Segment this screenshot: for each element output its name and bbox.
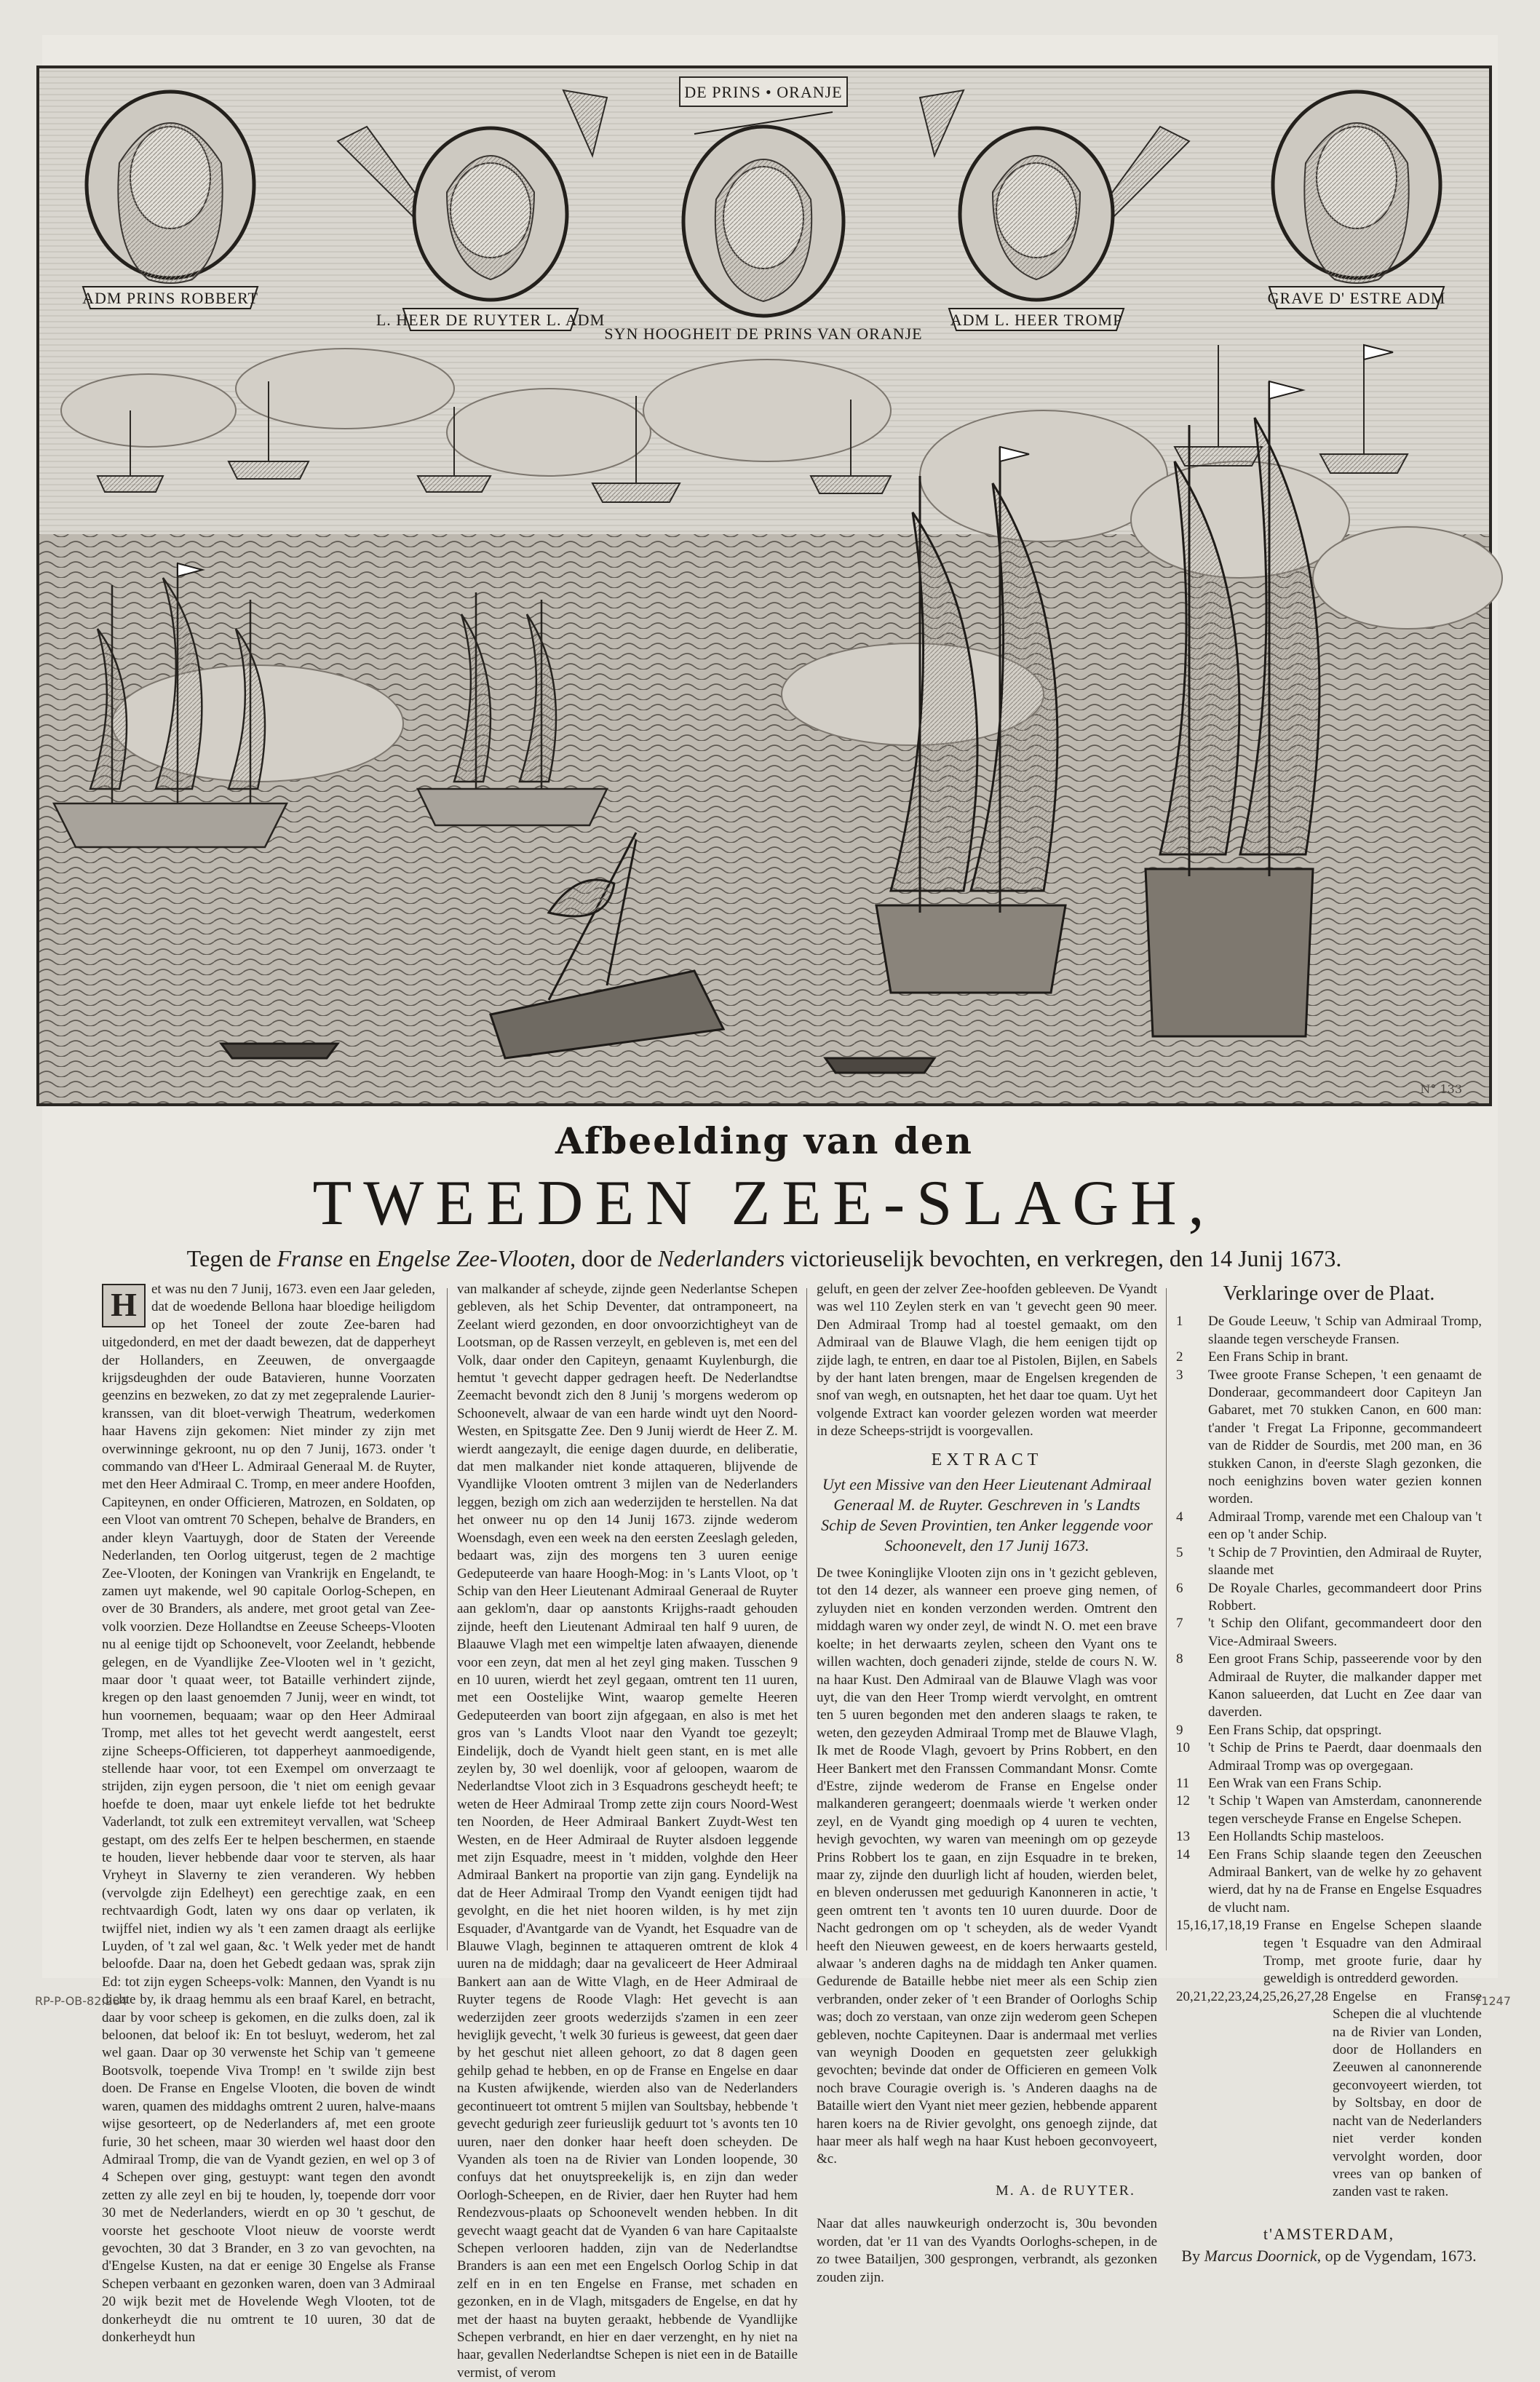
legend-item xyxy=(1176,1722,1482,1739)
subtitle-part: Nederlanders xyxy=(658,1245,785,1271)
legend-item xyxy=(1176,1739,1482,1775)
legend-item xyxy=(1176,1313,1482,1349)
imprint-part: , op de Vygendam, 1673. xyxy=(1317,2246,1477,2265)
legend-item xyxy=(1176,1846,1482,1918)
column-legend xyxy=(1176,1281,1482,2265)
legend-item xyxy=(1176,1988,1482,2202)
column-divider xyxy=(1166,1288,1167,1950)
imprint-printer xyxy=(1176,2245,1482,2267)
legend-item xyxy=(1176,1544,1482,1580)
column-3 xyxy=(817,1281,1157,2285)
legend-item xyxy=(1176,1775,1482,1793)
column-3-bottom: Naar dat alles nauwkeurigh onderzocht is, 30u bevonden worden, dat 'er 11 van des Vyandts Oorloghs-schepen, in de zo twee Batailjen, 300 gesprongen, verbrandt, als gezonken zouden zijn. xyxy=(817,2216,1157,2285)
column-divider xyxy=(806,1288,807,1950)
plate-number: N° 133 xyxy=(1420,1082,1462,1096)
subtitle-part: victorieuselijk bevochten, en verkregen, den 14 Junij 1673. xyxy=(785,1245,1342,1271)
legend-text: 't Schip de 7 Provintien, den Admiraal de Ruyter, slaande met xyxy=(1208,1544,1482,1579)
legend-text: 't Schip 't Wapen van Amsterdam, canonnerende tegen verscheyde Franse en Engelse Schepen. xyxy=(1208,1793,1482,1827)
battle-engraving xyxy=(39,68,1489,1103)
inventory-number: RP-P-OB-82.284 xyxy=(35,1994,128,2008)
legend-number: 2 xyxy=(1176,1349,1183,1365)
legend-number: 3 xyxy=(1176,1367,1183,1383)
legend-text: Een Frans Schip slaande tegen den Zeeuschen Admiraal Bankert, van de welke hy zo gehavent wierd, dat hy na de Franse en Engelse Esquadres de vlucht nam. xyxy=(1208,1846,1482,1915)
portrait-label-estre: GRAVE D' ESTRE ADM xyxy=(1267,289,1446,307)
legend-number: 9 xyxy=(1176,1722,1183,1738)
extract-letter: De twee Koninglijke Vlooten zijn ons in 't gezicht gebleven, tot den 14 dezer, als wanneer een proeve ging nemen, of zyluyden niet en konden verzonden werden. Omtrent den middagh waren wy onder zeyl, de windt N. O. met een brave koelte; in het derwaarts zeylen, scheen den Vyant ons te willen wachten, doch genaderi zijnde, stelde de cours N. W. na haar Kust. Den Admiraal van de Blauwe Vlagh was voor uyt, die van den Heer Tromp wierdt vervolght, en omtrent ten 5 uuren begonden met den anderen slaags te raken, te weten, den gezeyden Admiraal Tromp met de Blauwe Vlagh, Ik met de Roode Vlagh, gevoert by Prins Robbert, en den Heer Bankert met den Franssen Commandant Monsr. Comte d'Estre, zijnde wederom de Franse en Engelse onder malkanderen gerangeert; doenmaals wierde 't werken onder zeyl, en de Vyandt ging moedigh op 4 uuren te vechten, hevigh gevochten, wy waren van meeningh om op gezeyde Prins Robbert los te gaan, en zijn Esquadre in te breken, maar zy, zijnde den duurligh licht af houden, wierden belet, en bleven onderussen met geduurigh Kanonneren in actie, 't geen omtrent ten 't avonts ten 10 uuren duurde. Door de Nacht gedrongen om op 't scheyden, als de weder Vyandt heeft den Nieuwen geweest, en de koers herwaarts gesteld, alwaar 's anderen daghs na de middagh ten Anker quamen. Gedurende de Bataille hebbe niet meer als een Schip zien verbranden, onder zeker of 't een Brander of Oorloghs Schip was; doch zo verstaan, van onze zijn wederom geen Schepen gebleven, nochte Capiteynen. Daar is andermaal met verlies van weynigh Dooden en gequetsten zeer gelukkigh gevochten; bevinde dat onder de Officieren en gemeen Volk noch brave Couragie overigh is. 's Anderen daaghs na de Bataille wiert den Vyant niet meer gezien, hebbende apparent haren koers na de Rivier gevolght, ons genoegh zijnde, dat haar meer als half wegh na haar Kust heboen geconvoyeert, &c. xyxy=(817,1565,1157,2167)
column-divider xyxy=(447,1288,448,1950)
legend-item xyxy=(1176,1615,1482,1651)
portrait-label-ruyter: L. HEER DE RUYTER L. ADM xyxy=(376,311,606,329)
subtitle-part: en xyxy=(343,1245,377,1271)
extract-heading: EXTRACT xyxy=(931,1450,1043,1469)
legend-text: Een groot Frans Schip, passeerende voor by den Admiraal de Ruyter, die malkander dapper met Kanon salueerden, dat Lucht en Zee daar van daverden. xyxy=(1208,1651,1482,1720)
column-2 xyxy=(457,1281,798,2381)
legend-text: Franse en Engelse Schepen slaande tegen 't Esquadre van den Admiraal Tromp, met groote furie, daar hy geweldigh is ontredderd geworden. xyxy=(1263,1918,1482,1987)
legend-text: Twee groote Franse Schepen, 't een genaamt de Donderaar, gecommandeert door Capiteyn Jan Gabaret, met 70 stukken Canon, en 600 man: t'ander 't Fregat La Friponne, gecommandeert van de Ridder de Sourdis, met 200 man, en 36 stukken Canon, in d'eerste Slagh gezonken, die noch eenighzins boven water gezien konnen worden. xyxy=(1208,1367,1482,1507)
title-block xyxy=(36,1119,1492,1274)
subtitle-part: Tegen de xyxy=(186,1245,277,1271)
legend-number: 5 xyxy=(1176,1544,1183,1560)
column-2-text: van malkander af scheyde, zijnde geen Nederlantse Schepen gebleven, als het Schip Deventer, dat ontramponeert, na Zeelant wierd gezonden, en door onvoorzichtigheyt van de Lootsman, op de Rassen verzeylt, en gebleven is, met een del Volk, daar onder den Capiteyn, genaamt Kuylenburgh, die hemtut 't gevecht dapper gedragen heeft. De Nederlandtse Zeemacht bevondt zich den 8 Junij 's morgens wederom op Schoonevelt, alwaar de van een harde windt uyt den Noord-Westen, en Spitsgatte Zee. Den 9 Junij wierdt de Heer Z. M. wierdt aangezaylt, die eenige dagen duurde, en deliberatie, dat men malkander niet konde attaqueren, blijvende de Vyandlijke Vlooten omtrent 3 mijlen van de Nederlanders leggen, bezigh om zich aan wederzijden te herstellen. Na dat het onweer nu op den 14 Junij 1673. zijnde wederom Woensdagh, even een week na den eersten Zeeslagh geleden, bedaart was, zijn des morgens ten 3 uuren eenige Gedeputeerde van haare Hoogh-Mog: in 's Lants Vloot, op 't Schip van den Heer Lieutenant Admiraal Generaal de Ruyter aan geklom'n, daar op aanstonts Krijghs-raadt gehouden zijnde, heeft den Lieutenant Admiraal ten half 9 uuren, de Blaauwe Vlagh met een wimpeltje laten afwaayen, dienende voor een zeyn, dat men al het zeyl ging maken. Tusschen 9 en 10 uuren, wierdt het zeyl gegaan, omtrent ten 11 uuren, met een Oostelijke Wint, waarop gemelte Heeren Gedeputeerden van boort zijn afgegaan, en also is met het gros van 's Landts Vloot naar den Vyandt toe gezeylt; Eindelijk, doch de Vyandt hielt geen stant, en is met alle zeylen by, 30 wel doenlijk, voor af geloopen, waarom de Nederlandtse Vloot zich in 3 Esquadrons gescheydt heeft; te weten de Heer Admiraal Tromp zette zijn cours Noord-West ten Noorden, de Heer Admiraal Bankert Zuydt-West ten Westen, en de Heer Admiraal de Ruyter alsdoen leggende met zijn Esquadre, meest in 't midden, volghde den Heer Admiraal Bankert na proportie van zijn gang. Eyndelijk na dat de Heer Admiraal Tromp den Vyandt eenigen tijdt had gevolght, en die het niet hooren wilden, is hy met zijn Esquader, d'Avantgarde van de Vyandt, het Esquadre van de Blauwe Vlagh, beginnen te attaqueren omtrent de klok 4 uuren na de middagh; daar na gevaliceert de Heer Admiraal Bankert aan aan de Witte Vlagh, en de Heer Admiraal de Ruyter tegens de Roode Vlagh: Het gevecht is aan wederzijden zeer groots wederzijds s'zamen in een zeer heviglijk gevecht, 't welk 30 furieus is geweest, dat geen daer by het geschut niet alleen gehoort, zo dat 8 dagen geen gehilp gehad te hebben, en op de Franse en Engelse en daar na Kusten afwijkende, wierden also van de Nederlanders gecontinueert tot omtrent 5 mijlen van Soultsbay, hebbende 't gevecht gedurigh zeer furieuslijk geduurt tot 's avonts ten 10 uuren, naer den donker haar heeft doen scheyden. De Vyanden als toen na de Rivier van Londen loopende, 30 confuys dat het onuytspreekelijk is, en zijn dan weder Oorlogh-Scheepen, en de Rivier, daer hen Ruyter had hem Rendezvous-plaats op Schoonevelt wenden hebben. In dit gevecht waagt geacht dat de Vyanden 6 van hare Capitaalste Schepen verlooren hadden, zijn van de Nederlandtse Branders is aan een met een Engelsch Oorlog Schip in dat zelf en in en ten Engelse en Franse, met schaden en gezonken, en in de Vlagh, mitsgaders de Engelse, en dat hy met der haast na buyten geraakt, hebbende de Vyandlijke Schepen verbrandt, en hier en daer verzenght, en hy niet na haar, gevallen Nederlandtse Schepen is niet een in de Bataille vermist, of verom xyxy=(457,1282,798,2381)
legend-item xyxy=(1176,1509,1482,1544)
catalog-number: 71247 xyxy=(1474,1994,1511,2008)
title-top: Afbeelding van den xyxy=(555,1119,973,1162)
column-1-text: et was nu den 7 Junij, 1673. even een Jaar geleden, dat de woedende Bellona haar bloedige heiligdom op het Toneel der zoute Zee-baren had uitgedonderd, en met der daadt bewezen, dat de dapperheyt der Hollanders, en Zeeuwen, de onvergaagde krijgsdeughden der oude Batavieren, hunne Voorzaten geenzins en bezweken, zo dat zy met zegepralende Laurier-kranssen, van dit bloet-verwigh Theatrum, wederkomen haar Havens zijn gekomen: Niet minder zy zijn met overwinninge gekroont, nu op den 7 Junij, 1673. onder 't commando van d'Heer L. Admiraal Generaal M. de Ruyter, met den Heer Admiraal C. Tromp, en meer andere Hoofden, Capiteynen, en onder Officieren, Matrozen, en Soldaten, op een Vloot van omtrent 70 Schepen, behalve de Branders, en ander kleyn Vaartuygh, door de Staten der Vereende Nederlanden, ten Oorlog uitgerust, tegen de 2 machtige Zee-Vlooten, der Koningen van Vrankrijk en Engelandt, te zamen uyt makende, wel 90 capitale Oorlog-Schepen, en over de 30 Branders, als andere, met groot getal van Zee-volk voorzien. Deze Hollandtse en Zeeuse Scheeps-Vlooten nu al eenige tijdt op Schoonevelt, voor Zeelandt, hebbende gelegen, en de Vyandlijke Zee-Vlooten wel in 't gezicht, maar door 't quaat weer, tot Bataille verhindert zijnde, kregen op den laast genoemden 7 Junij, weer en windt, tot hun voornemen, bequaam; waar op den Heer Admiraal Tromp, met alles tot het gevecht werdt aangestelt, eerst zijne Scheeps-Officieren, tot dapperheyt aanmoedigende, stellende haar voor, tot een Exempel om onverzaagt te strijden, zijn eygen persoon, die 't niet om eenigh gevaar hoefde te doen, maar uyt enkele liefde tot het bedrukte Vaderlandt, tot zulk een extremiteyt vervallen, wat 'Scheep gestapt, om des zelfs Eer te helpen beschermen, en staende te houden, liever hebbende daar voor te sterven, als haar Vryheyt in Slaverny te zien veranderen. Wy hebben (vervolgde zijn Edelheyt) een gerechtige zaak, en een rechtvaardigh Godt, laten wy ons daar op verlaten, ik twijffel niet, indien wy als 't een zamen draagt als eerlijke Luyden, of 't zal wel gaan, &c. 't Welk yeder met de handt beloofde. Daar na, doen het Gebedt gedaan was, sprak zijn Ed: tot zijn eygen Scheeps-volk: Mannen, den Vyandt is nu dichte by, ik draag hemmu als een braaf Karel, en betracht, daar by voor scheep is gekomen, en die zulks doen, zal ik beloonen, dat beloof ik: En tot besluyt, wederom, het zal wel gaan. Daar op 30 verwenste het Schip van 't gemeene Bootsvolk, toepende Viva Tromp! en 't swilde zijn best doen. De Franse en Engelse Vlooten, die boven de windt waren, quamen des middaghs omtrent 2 uuren, halve-maans wijse gesorteert, op de Nederlanders af, met een groote furie, 30 het scheen, maar 30 wierden wel haast door den Admiraal Tromp, die van de Vyandt gezien, en wel op 3 of 4 Schepen over ging, gestuypt: want tegen den avondt zetten zy alle zeyl en bij te houden, ly, toepende dorr voor 30 met de Nederlanders, wierdt en op 30 't geschut, de voorste het geschoote Vloot nieuw de voorste werdt gevochten, 30 dat 3 Brander, en 3 zo van gevochten, na d'Engelse Kusten, na dat er eenige 30 Engelse als Franse Schepen verbaant en gezonken waren, doen van 3 Admiraal 20 wijk bezit met de Hovelende Wegh Vlooten, tot de donkerheydt die nu omtrent te 10 uuren, 30 dat de donkerheydt hun xyxy=(102,1282,435,2345)
imprint-city: t'AMSTERDAM, xyxy=(1263,2224,1395,2243)
prince-banner-label: DE PRINS • ORANJE xyxy=(684,83,843,101)
subtitle xyxy=(36,1243,1492,1274)
legend-item xyxy=(1176,1917,1482,1988)
portrait-label-robbert: ADM PRINS ROBBERT xyxy=(82,289,258,307)
title-main: TWEEDEN ZEE-SLAGH, xyxy=(312,1168,1216,1239)
legend-number: 4 xyxy=(1176,1509,1183,1525)
extract-subheading: Uyt een Missive van den Heer Lieutenant Admiraal Generaal M. de Ruyter. Geschreven in 's Landts Schip de Seven Provintien, ten Anker leggende voor Schoonevelt, den 17 Junij 1673. xyxy=(821,1475,1153,1555)
imprint-part: Marcus Doornick xyxy=(1204,2246,1317,2265)
legend-text: De Royale Charles, gecommandeert door Prins Robbert. xyxy=(1208,1580,1482,1613)
legend-number: 8 xyxy=(1176,1651,1183,1667)
legend-number: 15,16,17,18,19 xyxy=(1176,1918,1259,1934)
legend-item xyxy=(1176,1651,1482,1722)
legend-text: De Goude Leeuw, 't Schip van Admiraal Tromp, slaande tegen verscheyde Fransen. xyxy=(1208,1314,1482,1347)
column-3-top: geluft, en geen der zelver Zee-hoofden gebleeven. De Vyandt was wel 110 Zeylen sterk en van 't gevecht geen 90 meer. Den Admiraal Tromp had al toestel gemaakt, om den Admiraal van de Blauwe Vlagh, die hem eenigen tijdt op zijde lagh, te entren, en daar toe al Pistolen, Bijlen, en Sabels by der hant laten brengen, maar de Engelsen kregenden de snof van wegh, en outsnapten, het het daar toe quam. Uyt het volgende Extract kan voorder gelezen worden wat meerder in deze Scheeps-strijdt is voorgevallen. xyxy=(817,1282,1157,1440)
legend-item xyxy=(1176,1349,1482,1366)
legend-number: 10 xyxy=(1176,1740,1190,1756)
portrait-label-tromp: ADM L. HEER TROMP xyxy=(950,311,1123,329)
engraving-plate xyxy=(36,65,1492,1106)
legend-text: Een Frans Schip in brant. xyxy=(1208,1349,1349,1365)
legend-number: 20,21,22,23,24,25,26,27,28 xyxy=(1176,1988,1328,2004)
subtitle-part: Engelse Zee-Vlooten xyxy=(376,1245,571,1271)
portrait-label-oranje: SYN HOOGHEIT DE PRINS VAN ORANJE xyxy=(604,325,923,343)
legend-text: Engelse en Franse Schepen die al vluchtende na de Rivier van Londen, door de Hollanders en Zeeuwen al canonnerende geconvoyeert wierden, tot by Soltsbay, en door de nacht van de Nederlanders niet verder konden vervolght worden, door vrees van op banken of zanden vast te raken. xyxy=(1333,1988,1482,2200)
legend-text: Een Hollandts Schip masteloos. xyxy=(1208,1829,1384,1845)
legend-text: Een Frans Schip, dat opspringt. xyxy=(1208,1722,1382,1738)
legend-number: 13 xyxy=(1176,1829,1190,1845)
legend-item xyxy=(1176,1793,1482,1828)
legend-text: 't Schip de Prins te Paerdt, daar doenmaals den Admiraal Tromp was op overgegaan. xyxy=(1208,1740,1482,1774)
legend-number: 11 xyxy=(1176,1775,1190,1791)
drop-cap: H xyxy=(102,1284,146,1327)
imprint xyxy=(1176,2223,1482,2267)
subtitle-part: Franse xyxy=(277,1245,344,1271)
legend-item xyxy=(1176,1828,1482,1846)
legend-title: Verklaringe over de Plaat. xyxy=(1223,1282,1435,1305)
subtitle-part: , door de xyxy=(570,1245,658,1271)
legend-item xyxy=(1176,1367,1482,1509)
signature: M. A. de RUYTER. xyxy=(996,2182,1135,2199)
legend-list xyxy=(1176,1313,1482,2201)
legend-text: Admiraal Tromp, varende met een Chaloup van 't een op 't ander Schip. xyxy=(1208,1509,1482,1543)
legend-number: 1 xyxy=(1176,1314,1183,1330)
column-1 xyxy=(102,1281,435,2345)
legend-item xyxy=(1176,1580,1482,1616)
legend-text: 't Schip den Olifant, gecommandeert door den Vice-Admiraal Sweers. xyxy=(1208,1616,1482,1649)
legend-number: 14 xyxy=(1176,1846,1190,1862)
legend-number: 12 xyxy=(1176,1793,1190,1809)
legend-number: 6 xyxy=(1176,1580,1183,1596)
legend-text: Een Wrak van een Frans Schip. xyxy=(1208,1775,1382,1791)
legend-number: 7 xyxy=(1176,1616,1183,1632)
imprint-part: By xyxy=(1181,2246,1204,2265)
